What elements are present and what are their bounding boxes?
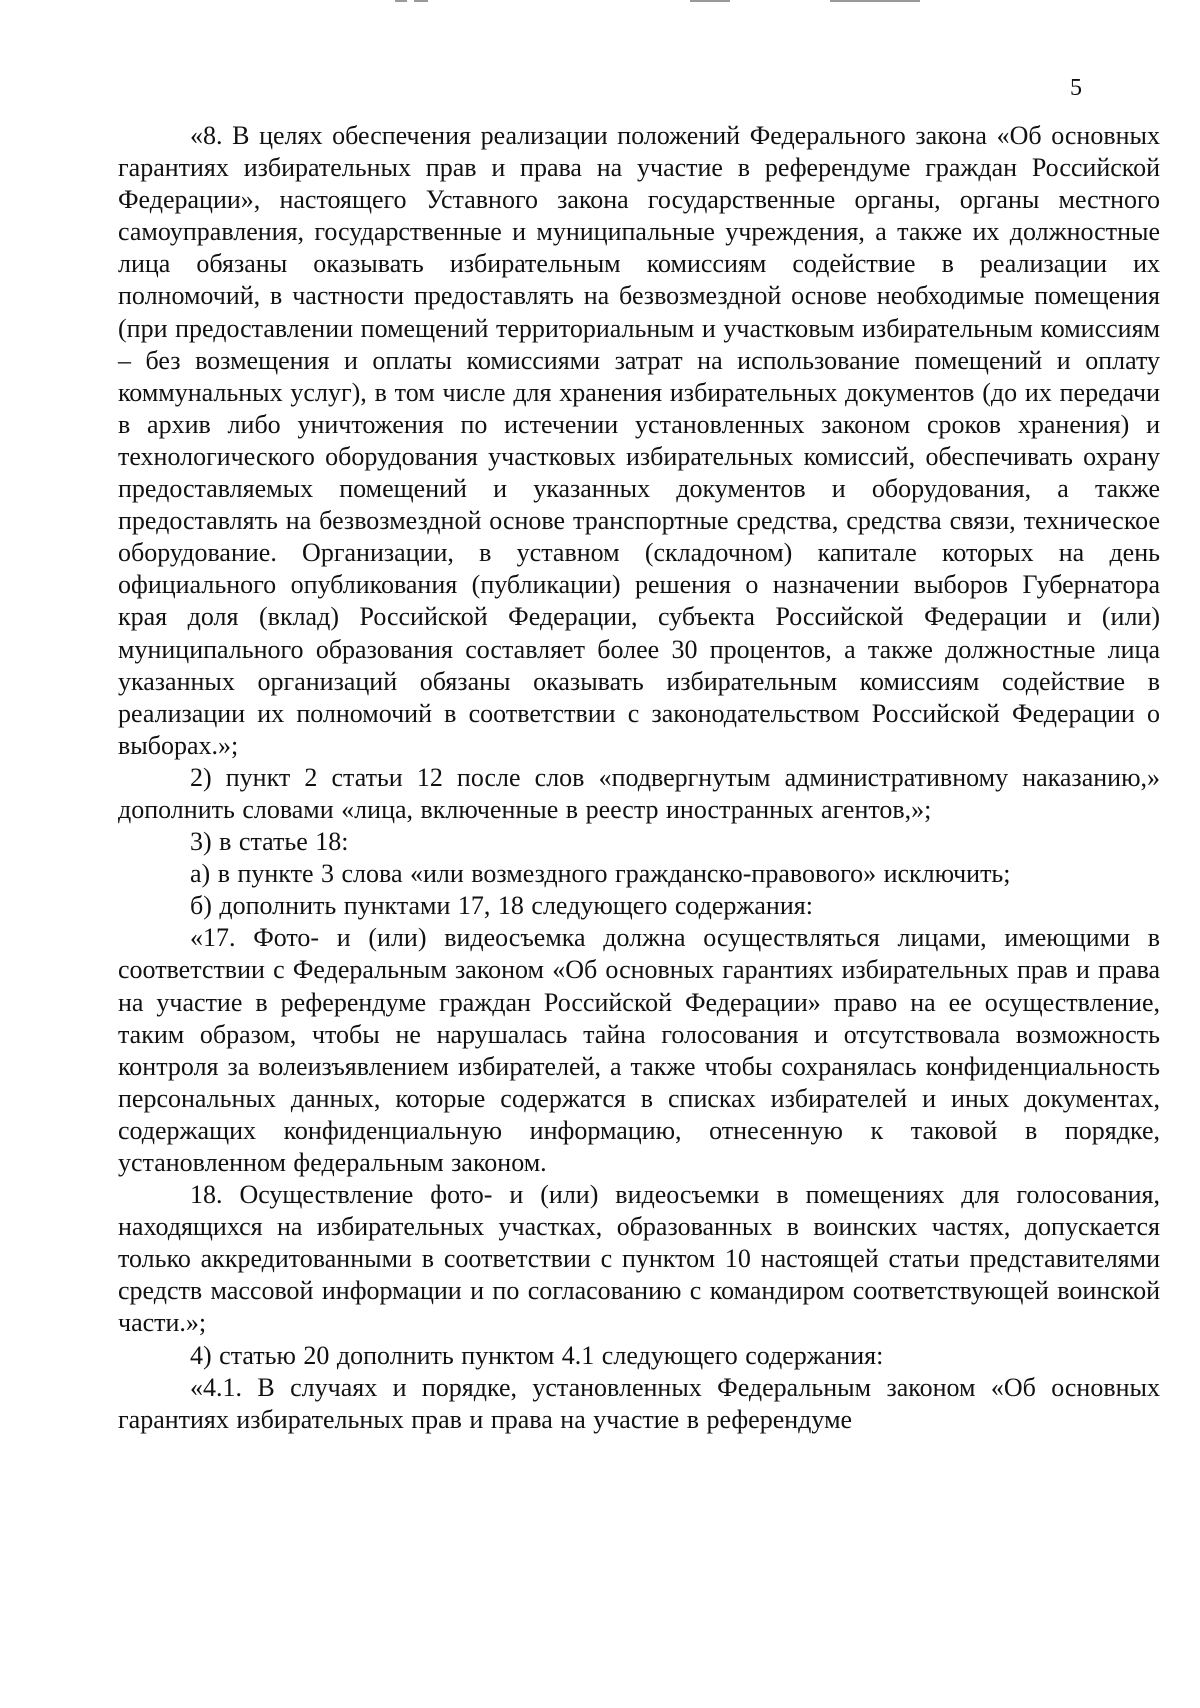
paragraph-item-17: «17. Фото- и (или) видеосъемка должна осуществляться лицами, имеющими в соответствии с Федеральным законом «Об основных гарантиях избирательных прав и права на участие в референдуме граждан Российской Федерации» право на ее осуществление, таким образом, чтобы не нарушалась тайна голосования и отсутствовала возможность контроля за волеизъявлением избирателей, а также чтобы сохранялась конфиденциальность персональных данных, которые содержатся в списках избирателей и иных документах, содержащих конфиденциальную информацию, отнесенную к таковой в порядке, установленном федеральным законом. [118,923,1160,1177]
paragraph-item-4-1: «4.1. В случаях и порядке, установленных Федеральным законом «Об основных гарантиях избирательных прав и права на участие в референдуме [118,1372,1160,1434]
page-number: 5 [1070,75,1082,101]
paragraph-item-18: 18. Осуществление фото- и (или) видеосъемки в помещениях для голосования, находящихся на избирательных участках, образованных в воинских частях, допускается только аккредитованными в соответствии с пунктом 10 настоящей статьи представителями средств массовой информации и по согласованию с командиром соответствующей воинской части.»; [118,1180,1160,1338]
scan-edge-mark [395,0,407,2]
paragraph-subitem-a: а) в пункте 3 слова «или возмездного гражданско-правового» исключить; [190,859,1011,889]
paragraph-item-8: «8. В целях обеспечения реализации положений Федерального закона «Об основных гарантиях избирательных прав и права на участие в референдуме граждан Российской Федерации», настоящего Уставного закона государственные органы, органы местного самоуправления, государственные и муниципальные учреждения, а также их должностные лица обязаны оказывать избирательным комиссиям содействие в реализации их полномочий, в частности предоставлять на безвозмездной основе необходимые помещения (при предоставлении помещений территориальным и участковым избирательным комиссиям – без возмещения и оплаты комиссиями затрат на использование помещений и оплату коммунальных услуг), в том числе для хранения избирательных документов (до их передачи в архив либо уничтожения по истечении установленных законом сроков хранения) и технологического оборудования участковых избирательных комиссий, обеспечивать охрану предоставляемых помещений и указанных документов и оборудования, а также предоставлять на безвозмездной основе транспортные средства, средства связи, техническое оборудование. Организации, в уставном (складочном) капитале которых на день официального опубликования (публикации) решения о назначении выборов Губернатора края доля (вклад) Российской Федерации, субъекта Российской Федерации и (или) муниципального образования составляет более 30 процентов, а также должностные лица указанных организаций обязаны оказывать избирательным комиссиям содействие в реализации их полномочий в соответствии с законодательством Российской Федерации о выборах.»; [118,121,1160,760]
paragraph-amendment-3: 3) в статье 18: [190,827,349,857]
paragraph-amendment-4: 4) статью 20 дополнить пунктом 4.1 следующего содержания: [190,1340,884,1370]
scan-edge-mark [690,0,730,2]
paragraph-subitem-b: б) дополнить пунктами 17, 18 следующего содержания: [190,891,813,921]
paragraph-amendment-2: 2) пункт 2 статьи 12 после слов «подвергнутым административному наказанию,» дополнить словами «лица, включенные в реестр иностранных агентов,»; [118,762,1160,824]
scan-edge-mark [414,0,428,2]
document-body [118,120,1160,1436]
scan-edge-mark [830,0,920,2]
